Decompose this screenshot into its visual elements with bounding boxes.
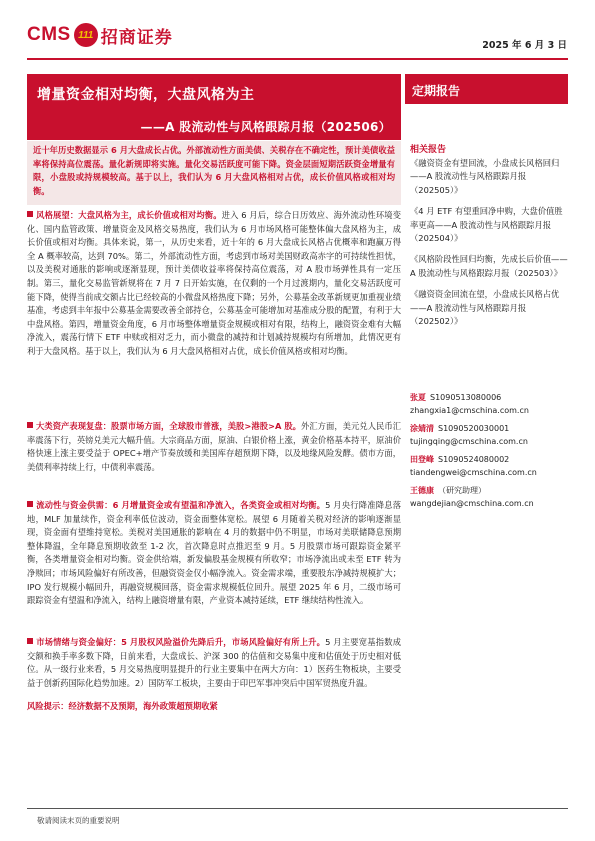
report-type-banner (405, 74, 568, 104)
paragraph-lead: 市场情绪与资金偏好：5 月股权风险溢价先降后升，市场风险偏好有所上升。 (36, 637, 326, 647)
bullet-square-icon (27, 638, 33, 644)
related-reports-heading: 相关报告 (410, 145, 447, 155)
analyst-entry (410, 392, 568, 405)
cms-logo (27, 20, 173, 50)
analyst-id: S1090513080006 (430, 393, 502, 402)
paragraph-lead: 大类资产表现复盘：股票市场方面，全球股市普涨，美股>港股>A 股。 (36, 421, 302, 431)
bullet-square-icon (27, 422, 33, 428)
paragraph-text: 进入 6 月后，综合日历效应、海外流动性环境变化、国内监管政策、增量资金及风格交易热度，我们认为 6 月市场风格可能整体偏大盘风格为主，成长价值或相对均衡。具体来说，第一，从历史来看，近十年的 6 月大盘成长风格占优概率和跑赢万得全 A 概率较高，达到 70%。第二，外部流动性方面，考虑到市场对美国财政高赤字的可持续性担忧，以及美税对通胀的影响或逐渐显现，预计美债收益率将保持高位震荡，对 A 股市场弹性具有一定压制。第三，量化交易监管新规将在 7 月 7 日开始实施，在仅剩的一个月过渡期内，量化交易活跃度可能下降，使得当前成交额占比已经较高的小微盘风格热度下降；另外，公募基金改革新规更加重视业绩基准，考虑到丰年报中公募基金需要改善全部持仓，公募基金可能增加对基准成分股的配置，有利于大中盘风格。第四，增量资金角度，6 月市场整体增量资金规模或相对有限，结构上，融资资金难有大幅净流入，震荡行情下 ETF 申赎或相对乏力，而小微盘的减持和计划减持规模均有所增加，此情况更有利于大盘风格。基于以上，我们认为 6 月大盘风格相对占优，成长价值风格或相对均衡。 (27, 210, 401, 356)
analyst-email[interactable]: zhangxia1@cmschina.com.cn (410, 405, 529, 415)
report-type-label: 定期报告 (412, 84, 461, 98)
related-report-link[interactable]: 《风格阶段性回归均衡，先成长后价值——A 股流动性与风格跟踪月报（202503）》 (410, 254, 568, 278)
paragraph-text: 外汇方面，美元兑人民币汇率震荡下行，英镑兑美元大幅升值。大宗商品方面，原油、白银价格上涨，黄金价格基本持平，原油价格快速上涨主要受益于 OPEC+增产节奏放缓和美国库存超预期下降，以及地缘风险发酵。债市方面，美债利率持续上行，中债利率震荡。 (27, 421, 401, 472)
analyst-id: S1090524080002 (438, 455, 510, 464)
analyst-name: 涂婧清 (410, 424, 434, 433)
analyst-name: 田登峰 (410, 455, 434, 464)
related-report-link[interactable]: 《融资资金有望回流，小盘成长风格回归——A 股流动性与风格跟踪月报（202505）》 (410, 158, 560, 195)
analyst-id: S1090520030001 (438, 424, 510, 433)
header-divider (27, 58, 568, 60)
bullet-square-icon (27, 501, 33, 507)
analyst-email[interactable]: tujingqing@cmschina.com.cn (410, 436, 528, 446)
paragraph-text: 5 月央行降准降息落地，MLF 加量续作，资金利率低位波动，资金面整体宽松。展望 6 月随着关税对经济的影响逐渐显现，资金面有望维持宽松。美税对美国通胀的影响在 4 月的数据中仍不明显，市场对美联储降息预期整体降温，全年降息预期收敛至 1-2 次，首次降息时点推迟至 9 月。5 月股票市场可跟踪资金紧平衡，各类增量资金相对均衡。资金供给端，新发偏股基金规模有所收窄；市场净流出或未至 ETF 转为净赎回；市场风险偏好有所改善，但融资资金仅小幅净流入。资金需求端，重要股东净减持规模扩大；IPO 发行规模小幅回升，再融资规模回落，资金需求规模低位回升。展望 2025 年 6 月，二级市场可跟踪资金有望温和净流入，结构上融资增量有限，产业资本减持延续，ETF 继续结构性流入。 (27, 500, 401, 606)
logo-text-cn: 招商证券 (100, 27, 173, 48)
analyst-entry (410, 485, 568, 498)
related-report-link[interactable]: 《4 月 ETF 有望重回净申购，大盘价值胜率更高——A 股流动性与风格跟踪月报（202504）》 (410, 206, 563, 244)
page-title: 增量资金相对均衡，大盘风格为主 (37, 87, 255, 103)
report-date: 2025 年 6 月 3 日 (482, 40, 567, 51)
paragraph-asset-review (27, 420, 401, 474)
analyst-id: （研究助理） (438, 486, 486, 495)
analyst-email[interactable]: tiandengwei@cmschina.com.cn (410, 467, 537, 477)
analyst-list (410, 392, 568, 510)
risk-warning: 风险提示：经济数据不及预期，海外政策超预期收紧 (27, 701, 218, 711)
bullet-square-icon (27, 211, 33, 217)
paragraph-lead: 风格展望：大盘风格为主，成长价值或相对均衡。 (36, 210, 222, 220)
logo-emblem-icon: 111 (74, 23, 98, 47)
summary-box: 近十年历史数据显示 6 月大盘成长占优。外部流动性方面美债、关税存在不确定性，预计美债收益率将保持高位震荡。量化新规即将实施。量化交易活跃度可能下降。资金层面短期活跃资金增量有限，小盘股或持规模较高。基于以上，我们认为 6 月大盘风格相对占优，成长价值风格或相对均衡。 (27, 141, 401, 205)
paragraph-text: 5 月主要宽基指数成交额和换手率多数下降，日前来看，大盘成长、沪深 300 的估值和交易集中度和估值处于历史相对低位。从一级行业来看，5 月交易热度明显提升的行业主要集中在两大方向：1）医药生物板块，主要受益于创新药国际化趋势加速。2）国防军工板块，主要由于印巴军事冲突后中国军贸热度升温。 (27, 637, 401, 688)
footer-disclaimer: 敬请阅读末页的重要说明 (37, 816, 120, 825)
footer-divider (27, 808, 568, 809)
logo-text-en: CMS (27, 24, 71, 45)
title-banner (27, 74, 401, 140)
related-report-link[interactable]: 《融资资金回流在望，小盘成长风格占优——A 股流动性与风格跟踪月报（202502）》 (410, 289, 560, 327)
page-subtitle: ——A 股流动性与风格跟踪月报（202506） (140, 120, 391, 134)
analyst-entry (410, 454, 568, 467)
analyst-email[interactable]: wangdejian@cmschina.com.cn (410, 498, 534, 508)
paragraph-liquidity (27, 499, 401, 608)
paragraph-sentiment (27, 636, 401, 690)
paragraph-lead: 流动性与资金供需：6 月增量资金或有望温和净流入，各类资金或相对均衡。 (36, 500, 326, 510)
paragraph-style-outlook (27, 209, 401, 359)
analyst-name: 张夏 (410, 393, 426, 402)
analyst-name: 王德康 (410, 486, 434, 495)
analyst-entry (410, 423, 568, 436)
related-reports (410, 142, 568, 336)
